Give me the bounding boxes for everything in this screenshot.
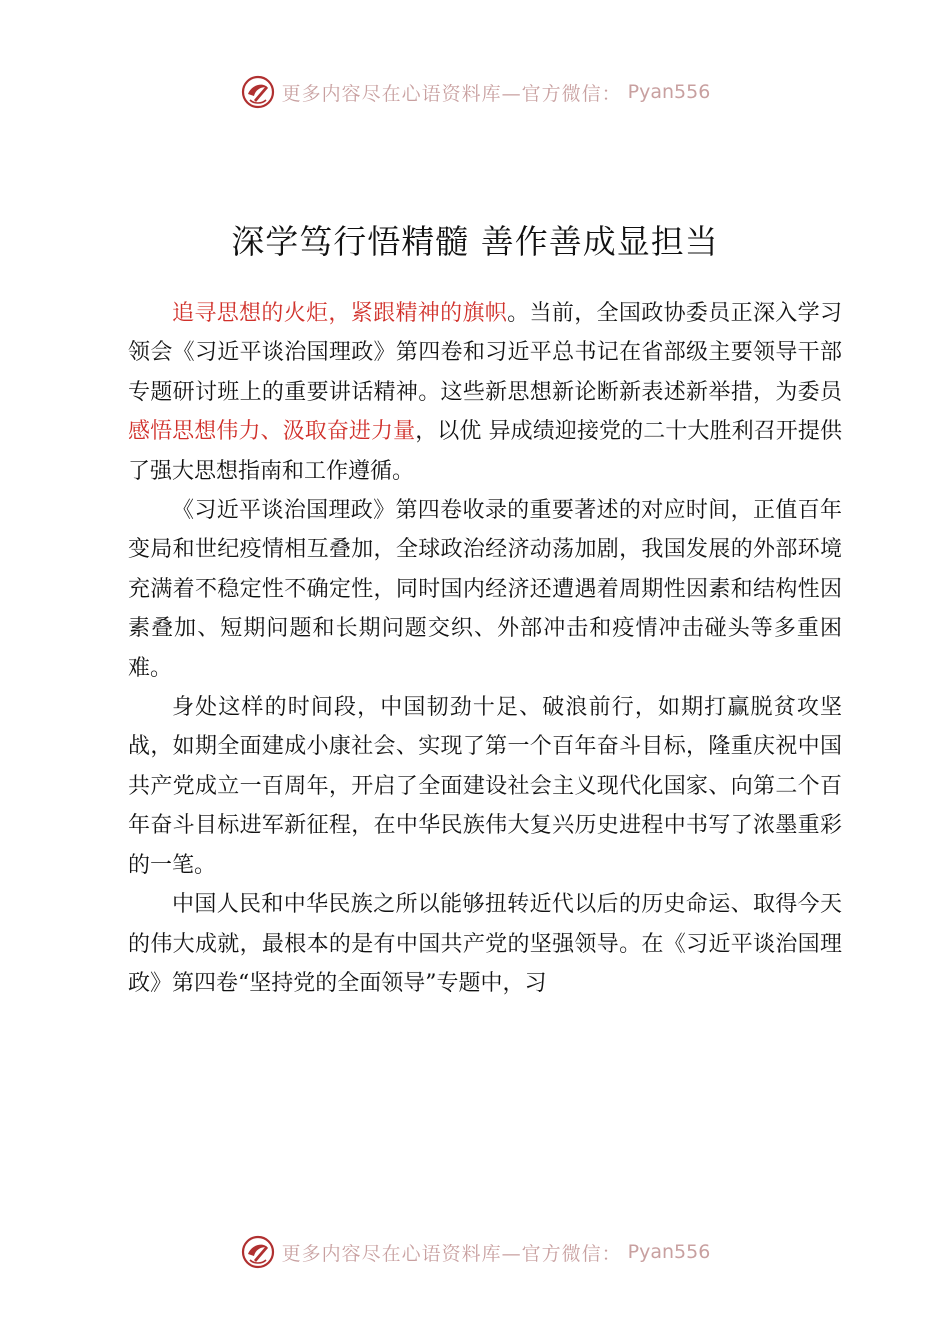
- paragraph-text: 。当前，全国政协委员正深入学习领会《习近平谈治国理政》第四卷和习近平总书记在省部级主要领导干部专题研讨班上的重要讲话精神。这些新思想新论断新表述新举措，为委员: [128, 301, 842, 405]
- paragraph-1: [128, 294, 842, 491]
- paragraph-4: 中国人民和中华民族之所以能够扭转近代以后的历史命运、取得今天的伟大成就，最根本的是有中国共产党的坚强领导。在《习近平谈治国理政》第四卷“坚持党的全面领导”专题中，习: [128, 892, 842, 996]
- banner-text: 更多内容尽在心语资料库—官方微信：: [281, 1242, 622, 1265]
- swirl-logo-icon: [240, 74, 276, 110]
- paragraph-text: ，以优 异成绩迎接党的二十大胜利召开提供了强大思想指南和工作遵循。: [128, 419, 842, 484]
- swirl-logo-icon: [240, 1234, 276, 1270]
- paragraph-3: 身处这样的时间段，中国韧劲十足、破浪前行，如期打赢脱贫攻坚战，如期全面建成小康社会、实现了第一个百年奋斗目标，隆重庆祝中国共产党成立一百周年，开启了全面建设社会主义现代化国家、向第二个百年奋斗目标进军新征程，在中华民族伟大复兴历史进程中书写了浓墨重彩的一笔。: [128, 695, 842, 878]
- banner-wechat-id: Pyan556: [627, 1241, 711, 1263]
- highlight-text: 感悟思想伟力、汲取奋进力量: [128, 419, 416, 445]
- article-body: [128, 294, 842, 1003]
- header-banner: [0, 72, 950, 112]
- banner-wechat-id: Pyan556: [627, 81, 711, 103]
- highlight-text: 追寻思想的火炬，紧跟精神的旗帜: [172, 301, 508, 326]
- footer-banner: [0, 1232, 950, 1272]
- page-title: 深学笃行悟精髓 善作善成显担当: [231, 222, 719, 261]
- paragraph-2: 《习近平谈治国理政》第四卷收录的重要著述的对应时间，正值百年变局和世纪疫情相互叠加，全球政治经济动荡加剧，我国发展的外部环境充满着不稳定性不确定性，同时国内经济还遭遇着周期性因素和结构性因素叠加、短期问题和长期问题交织、外部冲击和疫情冲击碰头等多重困难。: [128, 498, 842, 681]
- banner-text: 更多内容尽在心语资料库—官方微信：: [281, 82, 622, 105]
